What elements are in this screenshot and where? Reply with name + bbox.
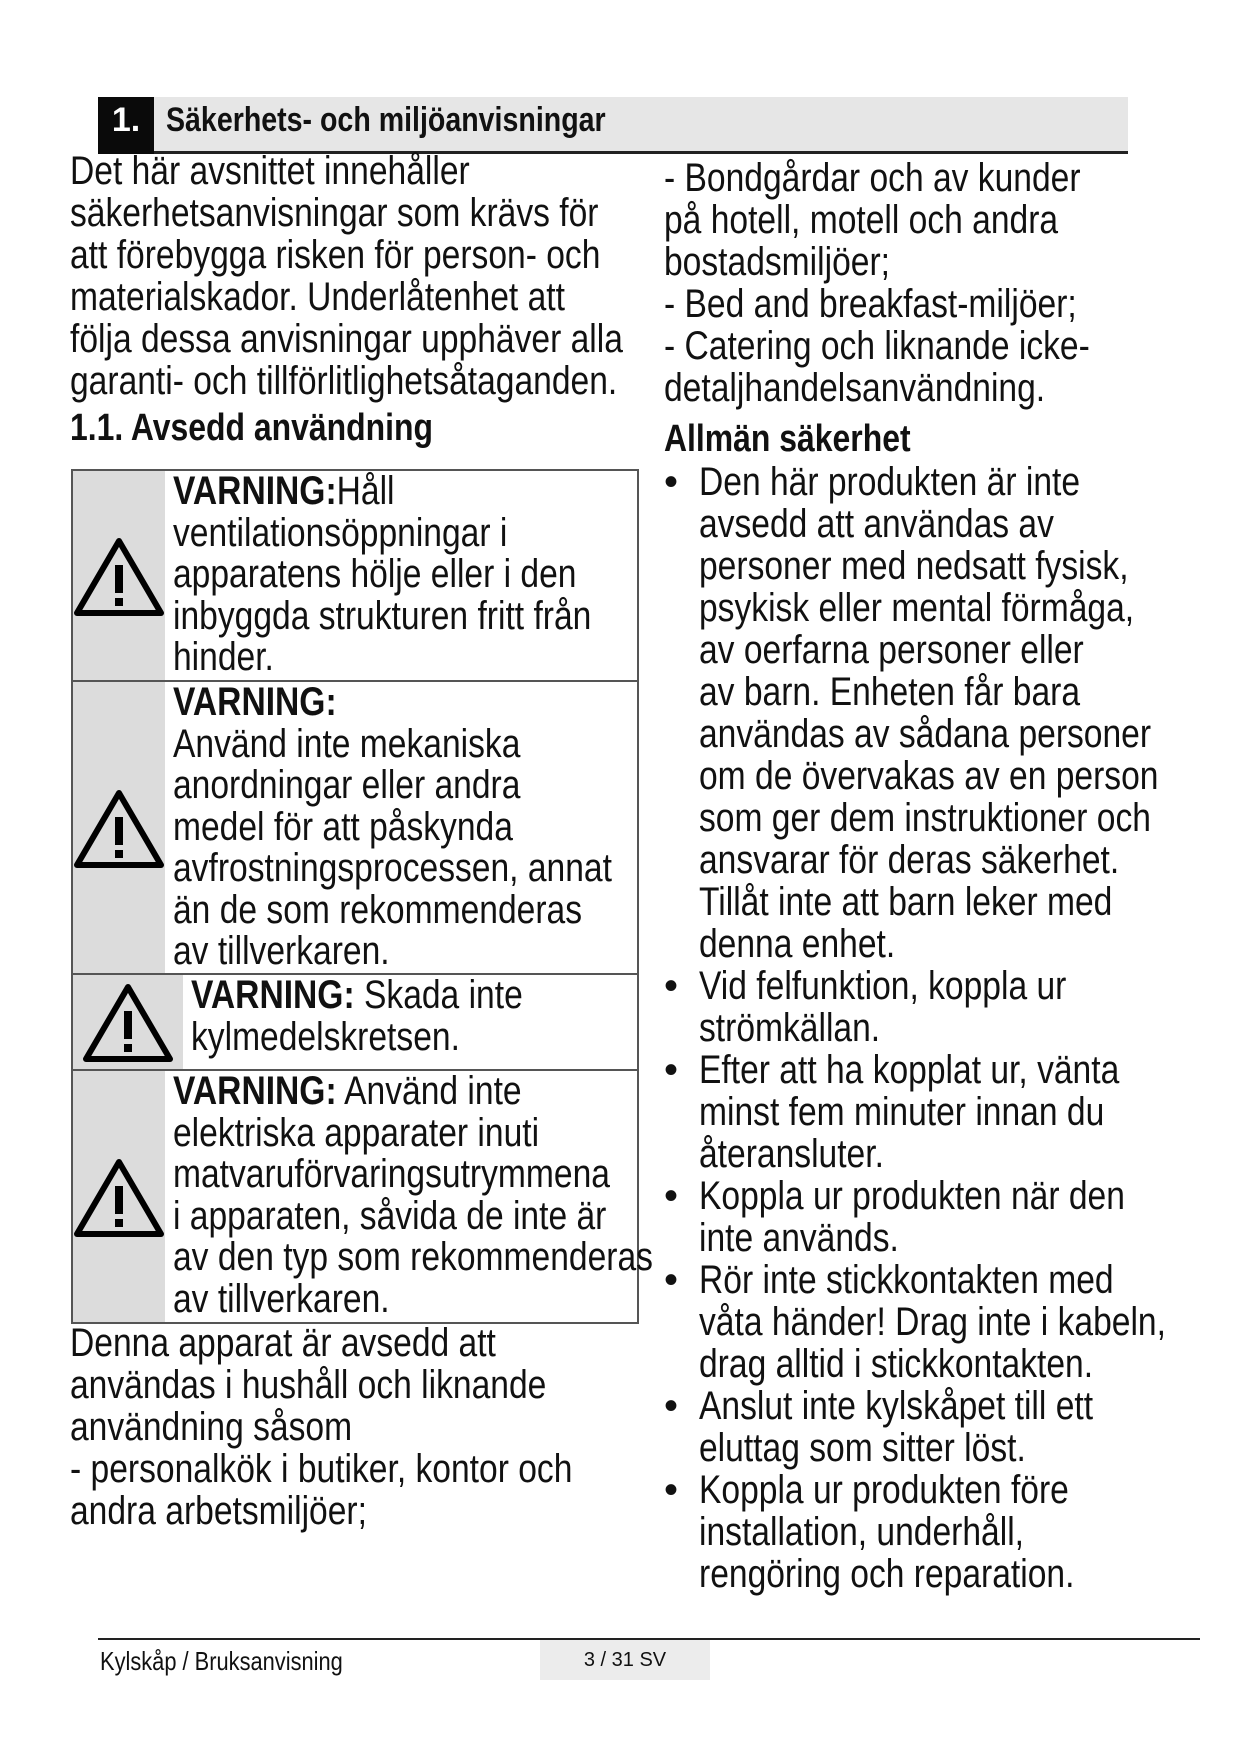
bullet-icon: •: [664, 964, 679, 1008]
bullet-icon: •: [664, 1174, 679, 1218]
warning-label: VARNING:: [173, 1069, 337, 1113]
list-item: • Koppla ur produkten när den inte används.: [664, 1174, 1125, 1260]
bullet-icon: •: [664, 460, 679, 504]
warning-label: VARNING:: [191, 973, 355, 1017]
bullet-icon: •: [664, 1384, 679, 1428]
warning-table: [71, 469, 653, 1324]
warning-triangle-icon: [73, 535, 165, 617]
warning-triangle-icon: [73, 787, 165, 869]
general-safety-heading: Allmän säkerhet: [664, 418, 911, 460]
list-item: • Den här produkten är inte avsedd att användas av personer med nedsatt fysisk, psykisk eller mental förmåga, av oerfarna personer eller av barn. Enheten får bara användas av sådana personer om de övervakas av en person som ger dem instruktioner och ansvarar för deras säkerhet. Tillåt inte att barn leker med denna enhet.: [664, 460, 1159, 966]
warning-label: VARNING:: [173, 469, 337, 513]
left-column: [70, 150, 650, 450]
warning-triangle-icon: [82, 981, 174, 1063]
list-item: • Anslut inte kylskåpet till ett eluttag som sitter löst.: [664, 1384, 1094, 1470]
warning-row: VARNING: Använd inte mekaniska anordningar eller andra medel för att påskynda avfrostningsprocessen, annat än de som rekommenderas av tillverkaren.: [73, 680, 637, 973]
right-column: [664, 157, 1224, 1595]
chapter-number: 1.: [98, 97, 154, 154]
warning-row: VARNING:Håll ventilationsöppningar i apparatens hölje eller i den inbyggda strukturen fritt från hinder.: [73, 471, 637, 680]
warning-label: VARNING:: [173, 680, 337, 724]
warning-row: VARNING: Använd inte elektriska apparater inuti matvaruförvaringsutrymmena i apparaten, såvida de inte är av den typ som rekommenderas av tillverkaren.: [73, 1069, 637, 1322]
bullet-icon: •: [664, 1258, 679, 1302]
intended-use-heading: 1.1. Avsedd användning: [70, 407, 434, 449]
list-item: • Vid felfunktion, koppla ur strömkällan.: [664, 964, 1067, 1050]
list-item: • Rör inte stickkontakten med våta händer! Drag inte i kabeln, drag alltid i stickkontakten.: [664, 1258, 1166, 1386]
page-number: 3 / 31 SV: [540, 1640, 710, 1680]
usage-continued: - Bondgårdar och av kunder på hotell, motell och andra bostadsmiljöer; - Bed and breakfast-miljöer; - Catering och liknande icke- detaljhandelsanvändning.: [664, 156, 1090, 410]
warning-row: VARNING: Skada inte kylmedelskretsen.: [73, 973, 637, 1069]
list-item: • Koppla ur produkten före installation, underhåll, rengöring och reparation.: [664, 1468, 1075, 1596]
footer-title: Kylskåp / Bruksanvisning: [100, 1646, 343, 1676]
warning-triangle-icon: [73, 1156, 165, 1238]
bullet-icon: •: [664, 1468, 679, 1512]
chapter-title: Säkerhets- och miljöanvisningar: [166, 101, 606, 139]
bullet-icon: •: [664, 1048, 679, 1092]
list-item: • Efter att ha kopplat ur, vänta minst fem minuter innan du återansluter.: [664, 1048, 1120, 1176]
intro-paragraph: Det här avsnittet innehåller säkerhetsanvisningar som krävs för att förebygga risken för person- och materialskador. Underlåtenhet att följa dessa anvisningar upphäver alla garanti- och tillförlitlighetsåtaganden.: [70, 149, 623, 403]
safety-bullet-list: [664, 461, 1224, 1595]
usage-paragraph: Denna apparat är avsedd att användas i hushåll och liknande användning såsom - personalkök i butiker, kontor och andra arbetsmiljöer;: [70, 1321, 573, 1533]
